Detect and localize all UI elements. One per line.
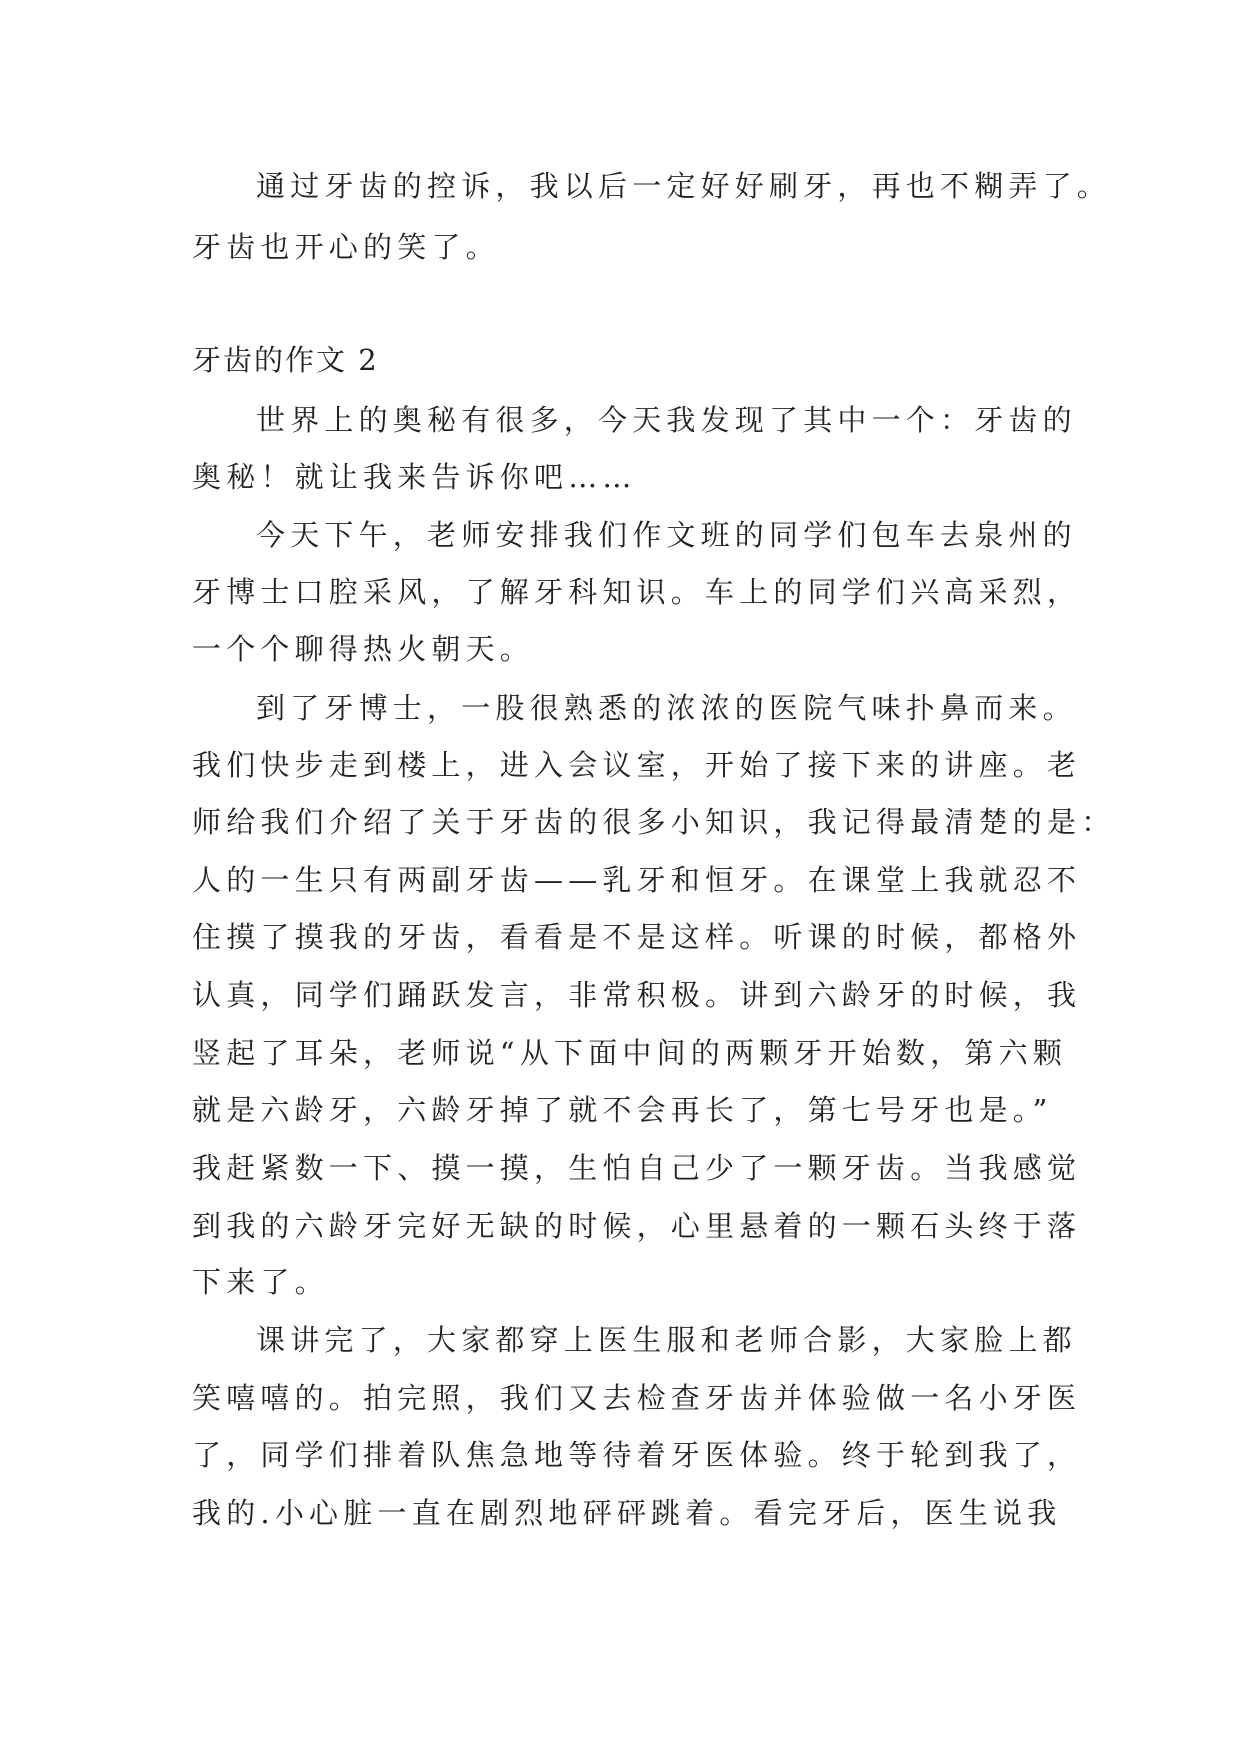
paragraph-4-line-6: 认真，同学们踊跃发言，非常积极。讲到六龄牙的时候，我 [192, 978, 1082, 1012]
paragraph-5-line-2: 笑嘻嘻的。拍完照，我们又去检查牙齿并体验做一名小牙医 [192, 1381, 1082, 1415]
paragraph-3-line-3: 一个个聊得热火朝天。 [192, 632, 535, 666]
paragraph-4-line-7: 竖起了耳朵，老师说“从下面中间的两颗牙开始数，第六颗 [192, 1036, 1068, 1070]
paragraph-4-line-3: 师给我们介绍了关于牙齿的很多小知识，我记得最清楚的是： [192, 805, 1116, 839]
paragraph-5-line-3: 了，同学们排着队焦急地等待着牙医体验。终于轮到我了， [192, 1438, 1082, 1472]
paragraph-2-line-2: 奥秘！就让我来告诉你吧…… [192, 460, 637, 494]
paragraph-4-line-8: 就是六龄牙，六龄牙掉了就不会再长了，第七号牙也是。” [192, 1093, 1053, 1127]
paragraph-4-line-5: 住摸了摸我的牙齿，看看是不是这样。听课的时候，都格外 [192, 920, 1082, 954]
paragraph-1-line-1: 通过牙齿的控诉，我以后一定好好刷牙，再也不糊弄了。 [256, 169, 1112, 203]
paragraph-4-line-4: 人的一生只有两副牙齿——乳牙和恒牙。在课堂上我就忍不 [192, 863, 1082, 897]
paragraph-4-line-1: 到了牙博士，一股很熟悉的浓浓的医院气味扑鼻而来。 [256, 691, 1077, 725]
paragraph-3-line-2: 牙博士口腔采风，了解牙科知识。车上的同学们兴高采烈， [192, 575, 1082, 609]
paragraph-3-line-1: 今天下午，老师安排我们作文班的同学们包车去泉州的 [256, 518, 1077, 552]
paragraph-4-line-10: 到我的六龄牙完好无缺的时候，心里悬着的一颗石头终于落 [192, 1209, 1082, 1243]
paragraph-4-line-2: 我们快步走到楼上，进入会议室，开始了接下来的讲座。老 [192, 748, 1082, 782]
paragraph-5-line-1: 课讲完了，大家都穿上医生服和老师合影，大家脸上都 [256, 1323, 1077, 1357]
paragraph-4-line-9: 我赶紧数一下、摸一摸，生怕自己少了一颗牙齿。当我感觉 [192, 1151, 1082, 1185]
paragraph-2-line-1: 世界上的奥秘有很多，今天我发现了其中一个：牙齿的 [256, 403, 1077, 437]
section-title: 牙齿的作文 2 [192, 343, 379, 377]
paragraph-1-line-2: 牙齿也开心的笑了。 [192, 230, 500, 264]
paragraph-5-line-4: 我的.小心脏一直在剧烈地砰砰跳着。看完牙后，医生说我 [192, 1496, 1062, 1530]
paragraph-4-line-11: 下来了。 [192, 1265, 329, 1299]
